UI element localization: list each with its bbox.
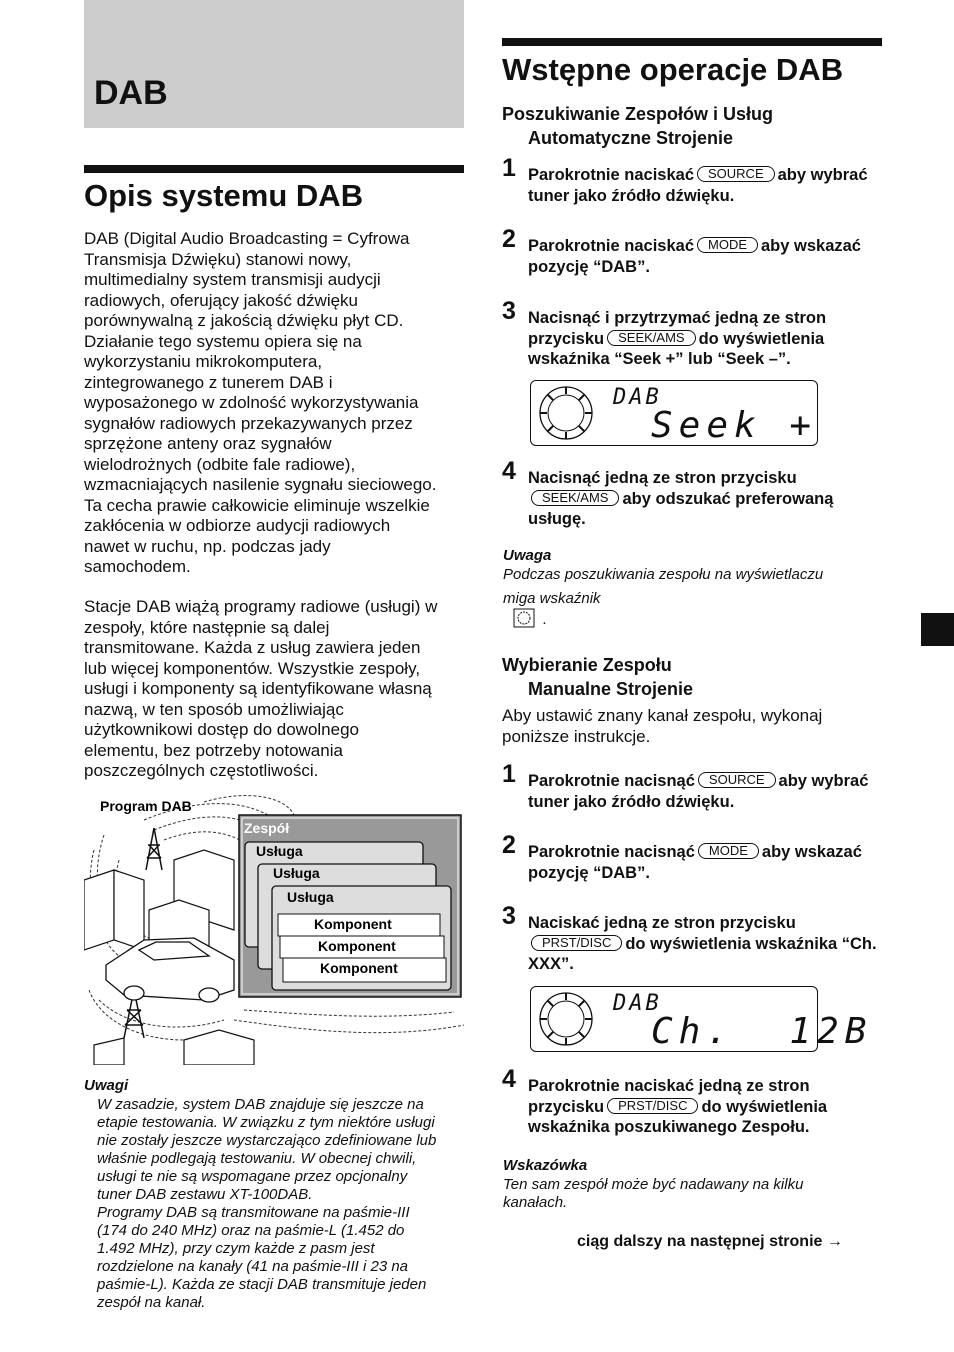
prst-disc-button-label: PRST/DISC [531, 935, 622, 951]
dial-indicator-icon [513, 608, 535, 628]
manual-tuning-heading [502, 653, 693, 701]
auto-tuning-heading-line-1: Poszukiwanie Zespołów i Usług [502, 104, 774, 124]
heading-rule [84, 165, 464, 173]
component-label: Komponent [314, 916, 392, 932]
auto-note-text-2: miga wskaźnik . [503, 590, 601, 628]
step-text-part: Naciskać jedną ze stron przycisku [528, 914, 796, 932]
intro-paragraph-1: DAB (Digital Audio Broadcasting = Cyfrowa Transmisja Dźwięku) stanowi nowy, multimedialny system transmisji audycji radiowych, oferujący jakość dźwięku porównywalną z jakością dźwięku płyt CD. Działanie tego systemu opiera się na wykorzystaniu mikrokomputera, zintegrowanego z tunerem DAB i wyposażonego w zdolność wykorzystywania sygnałów radiowych przekazywanych przez sprzężone anteny oraz sygnałów wielodrożnych (odbite fale radiowe), wzmacniających nasilenie sygnału sieciowego. Ta cecha prawie całkowicie eliminuje wszelkie zakłócenia w odbiorze audycji radiowych nawet w ruchu, np. podczas jady samochodem. [84, 229, 437, 576]
step-number: 4 [502, 1065, 516, 1093]
step-number: 3 [502, 297, 516, 325]
dial-icon [535, 384, 597, 442]
lcd-large-text: Ch. 12B [651, 1011, 873, 1052]
step-text [528, 842, 880, 883]
service-label: Usługa [273, 865, 320, 881]
manual-intro-text: Aby ustawić znany kanał zespołu, wykonaj poniższe instrukcje. [502, 706, 823, 746]
step-text [528, 771, 880, 812]
continued-next-page: ciąg dalszy na następnej stronie → [577, 1233, 843, 1250]
auto-note-heading: Uwaga [503, 547, 552, 564]
seek-ams-button-label: SEEK/AMS [607, 330, 695, 346]
lcd-small-text: DAB [613, 991, 662, 1016]
step-text-part: Nacisnąć jedną ze stron przycisku [528, 469, 797, 487]
step-number: 1 [502, 760, 516, 788]
transmitter-tower-icon [146, 828, 162, 870]
step-text-part: aby wskazać pozycję “DAB”. [528, 237, 861, 276]
step-text-part: aby wskazać pozycję “DAB”. [528, 843, 862, 882]
step-text [528, 165, 880, 206]
step-text-part: aby odszukać preferowaną usługę. [528, 489, 834, 528]
auto-tuning-heading [502, 102, 773, 150]
heading-rule [502, 38, 882, 46]
step-number: 1 [502, 154, 516, 182]
service-label: Usługa [287, 889, 334, 905]
step-text-part: do wyświetlenia wskaźnika “Ch. XXX”. [528, 934, 877, 973]
mode-button-label: MODE [698, 843, 759, 859]
step-text [528, 1076, 880, 1138]
step-text-part: Nacisnąć i przytrzymać jedną ze stron przycisku [528, 309, 827, 348]
intro-paragraph-2: Stacje DAB wiążą programy radiowe (usługi) w zespoły, które następnie są dalej transmitowane. Każda z usług zawiera jeden lub więcej komponentów. Wszystkie zespoły, usługi i komponenty są identyfikowane własną nazwą, w ten sposób umożliwiając użytkownikowi dostęp do dowolnego elementu, bez potrzeby notowania poszczególnych częstotliwości. [84, 597, 438, 780]
step-text [528, 308, 880, 370]
step-text-part: do wyświetlenia wskaźnika “Seek +” lub “Seek –”. [528, 329, 825, 368]
right-page-heading: Wstępne operacje DAB [502, 52, 844, 87]
manual-tuning-heading-line-2: Manualne Strojenie [528, 679, 694, 699]
component-label: Komponent [318, 938, 396, 954]
lcd-display-seek [530, 380, 818, 446]
lcd-small-text: DAB [613, 385, 662, 410]
step-text-part: Parokrotnie nacisnąć [528, 772, 695, 790]
dial-icon [535, 990, 597, 1048]
lcd-large-text: Seek + [651, 405, 818, 446]
step-number: 2 [502, 831, 516, 859]
notes-heading: Uwagi [84, 1077, 129, 1094]
tip-text: Ten sam zespół może być nadawany na kilku kanałach. [503, 1176, 804, 1211]
source-button-label: SOURCE [697, 166, 775, 182]
section-thumb-tab [921, 613, 954, 646]
manual-tuning-heading-line-1: Wybieranie Zespołu [502, 655, 672, 675]
auto-tuning-heading-line-2: Automatyczne Strojenie [528, 128, 734, 148]
tip-heading: Wskazówka [503, 1157, 588, 1174]
step-number: 4 [502, 457, 516, 485]
step-number: 2 [502, 225, 516, 253]
step-text-part: aby wybrać tuner jako źródło dźwięku. [528, 772, 869, 811]
program-dab-label: Program DAB [100, 798, 192, 814]
step-text-part: Parokrotnie nacisnąć [528, 843, 695, 861]
source-button-label: SOURCE [698, 772, 776, 788]
step-number: 3 [502, 902, 516, 930]
prst-disc-button-label: PRST/DISC [607, 1098, 698, 1114]
step-text [528, 468, 880, 530]
step-text-part: Parokrotnie naciskać [528, 237, 694, 255]
component-label: Komponent [320, 960, 398, 976]
lcd-display-channel [530, 986, 873, 1052]
mode-button-label: MODE [697, 237, 758, 253]
step-text-part: do wyświetlenia wskaźnika poszukiwanego Zespołu. [528, 1097, 828, 1136]
service-label: Usługa [256, 843, 303, 859]
car-illustration [106, 938, 234, 1002]
left-page-heading: Opis systemu DAB [84, 178, 364, 213]
seek-ams-button-label: SEEK/AMS [531, 490, 619, 506]
section-title: DAB [94, 74, 168, 112]
auto-note-text-2-part: miga wskaźnik [503, 590, 601, 607]
step-text-part: Parokrotnie naciskać [528, 166, 694, 184]
notes-text: W zasadzie, system DAB znajduje się jeszcze na etapie testowania. W związku z tym niektóre usługi nie zostały jeszcze wystarczająco zdefiniowane lub właśnie podlegają testowaniu. W obecnej chwili, usługi te nie są wspomagane przez opcjonalny tuner DAB zestawu XT-100DAB. Programy DAB są transmitowane na paśmie-III (174 do 240 MHz) oraz na paśmie-L (1.452 do 1.492 MHz), przy czym każde z pasm jest rozdzielone na kanały (41 na paśmie-III i 23 na paśmie-L). Każda ze stacji DAB transmituje jeden zespół na kanał. [97, 1096, 437, 1311]
dab-system-diagram [84, 790, 464, 1065]
step-text-part: aby wybrać tuner jako źródło dźwięku. [528, 166, 868, 205]
step-text [528, 913, 880, 975]
auto-note-text: Podczas poszukiwania zespołu na wyświetlaczu [503, 566, 824, 583]
step-text-part: Parokrotnie naciskać jedną ze stron przycisku [528, 1077, 810, 1116]
ensemble-label: Zespół [244, 820, 290, 836]
step-text [528, 236, 880, 277]
